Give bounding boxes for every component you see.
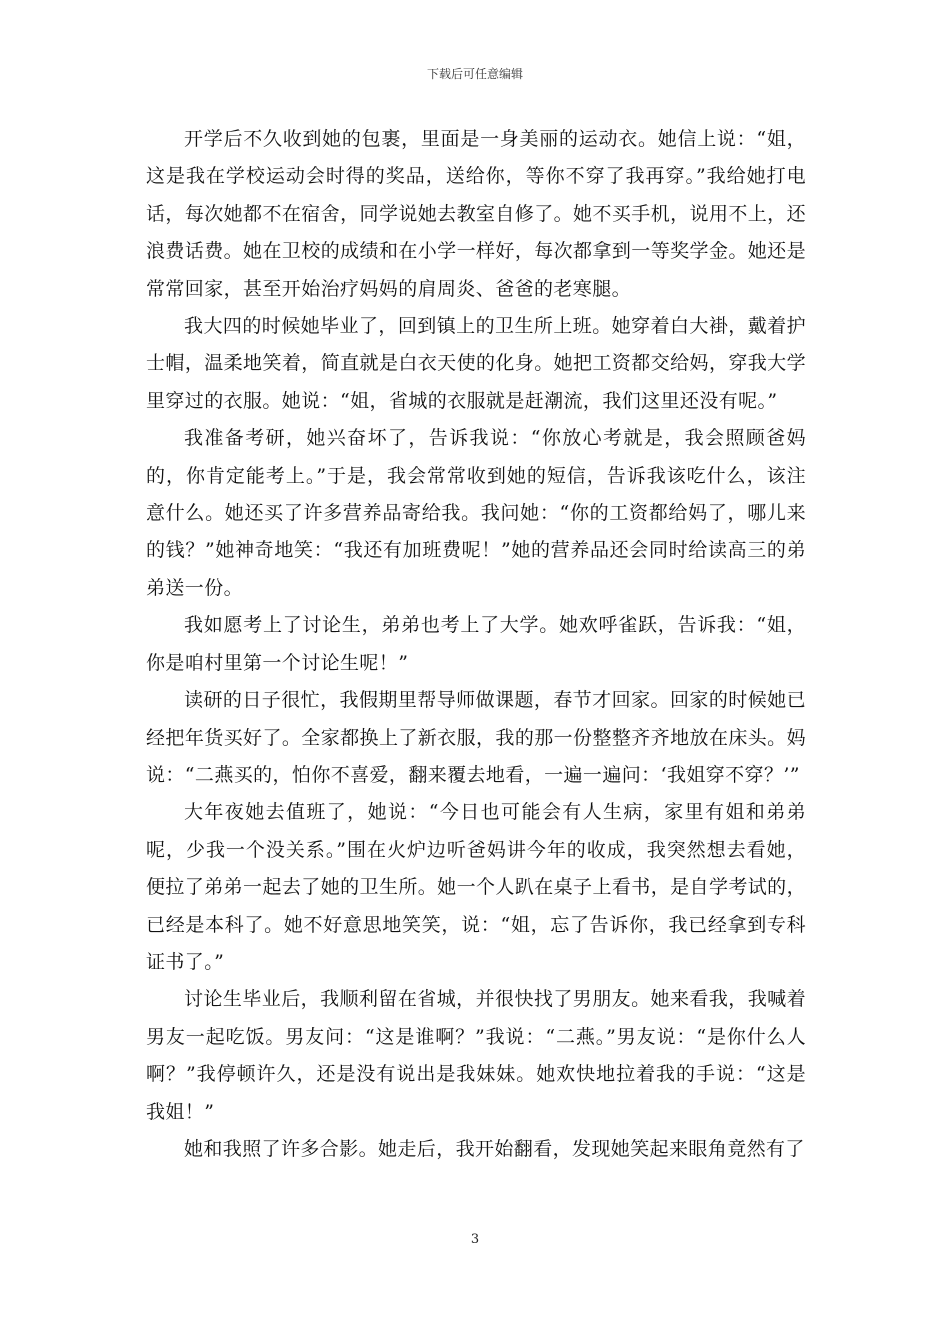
page-header: 下载后可任意编辑	[426, 67, 523, 81]
paragraph: 我如愿考上了讨论生，弟弟也考上了大学。她欢呼雀跃，告诉我：“姐，你是咱村里第一个讨论生呢！”	[146, 614, 806, 674]
paragraph: 读研的日子很忙，我假期里帮导师做课题，春节才回家。回家的时候她已经把年货买好了。全家都换上了新衣服，我的那一份整整齐齐地放在床头。妈说：“二燕买的，怕你不喜爱，翻来覆去地看，一遍一遍问：‘我姐穿不穿？’”	[146, 689, 806, 786]
paragraph: 我准备考研，她兴奋坏了，告诉我说：“你放心考就是，我会照顾爸妈的，你肯定能考上。”于是，我会常常收到她的短信，告诉我该吃什么，该注意什么。她还买了许多营养品寄给我。我问她：“你的工资都给妈了，哪儿来的钱？”她神奇地笑：“我还有加班费呢！”她的营养品还会同时给读高三的弟弟送一份。	[146, 427, 806, 599]
paragraph: 我大四的时候她毕业了，回到镇上的卫生所上班。她穿着白大褂，戴着护士帽，温柔地笑着，简直就是白衣天使的化身。她把工资都交给妈，穿我大学里穿过的衣服。她说：“姐，省城的衣服就是赶潮流，我们这里还没有呢。”	[146, 315, 806, 412]
paragraph: 她和我照了许多合影。她走后，我开始翻看，发现她笑起来眼角竟然有了	[184, 1137, 805, 1160]
document-body	[146, 121, 806, 1168]
page-number: 3	[470, 1232, 480, 1247]
paragraph: 开学后不久收到她的包裹，里面是一身美丽的运动衣。她信上说：“姐，这是我在学校运动会时得的奖品，送给你，等你不穿了我再穿。”我给她打电话，每次她都不在宿舍，同学说她去教室自修了。她不买手机，说用不上，还浪费话费。她在卫校的成绩和在小学一样好，每次都拿到一等奖学金。她还是常常回家，甚至开始治疗妈妈的肩周炎、爸爸的老寒腿。	[146, 128, 806, 300]
paragraph: 讨论生毕业后，我顺利留在省城，并很快找了男朋友。她来看我，我喊着男友一起吃饭。男友问：“这是谁啊？”我说：“二燕。”男友说：“是你什么人啊？”我停顿许久，还是没有说出是我妹妹。她欢快地拉着我的手说：“这是我姐！”	[146, 988, 806, 1123]
paragraph: 大年夜她去值班了，她说：“今日也可能会有人生病，家里有姐和弟弟呢，少我一个没关系。”围在火炉边听爸妈讲今年的收成，我突然想去看她，便拉了弟弟一起去了她的卫生所。她一个人趴在桌子上看书，是自学考试的，已经是本科了。她不好意思地笑笑，说：“姐，忘了告诉你，我已经拿到专科证书了。”	[146, 801, 806, 973]
